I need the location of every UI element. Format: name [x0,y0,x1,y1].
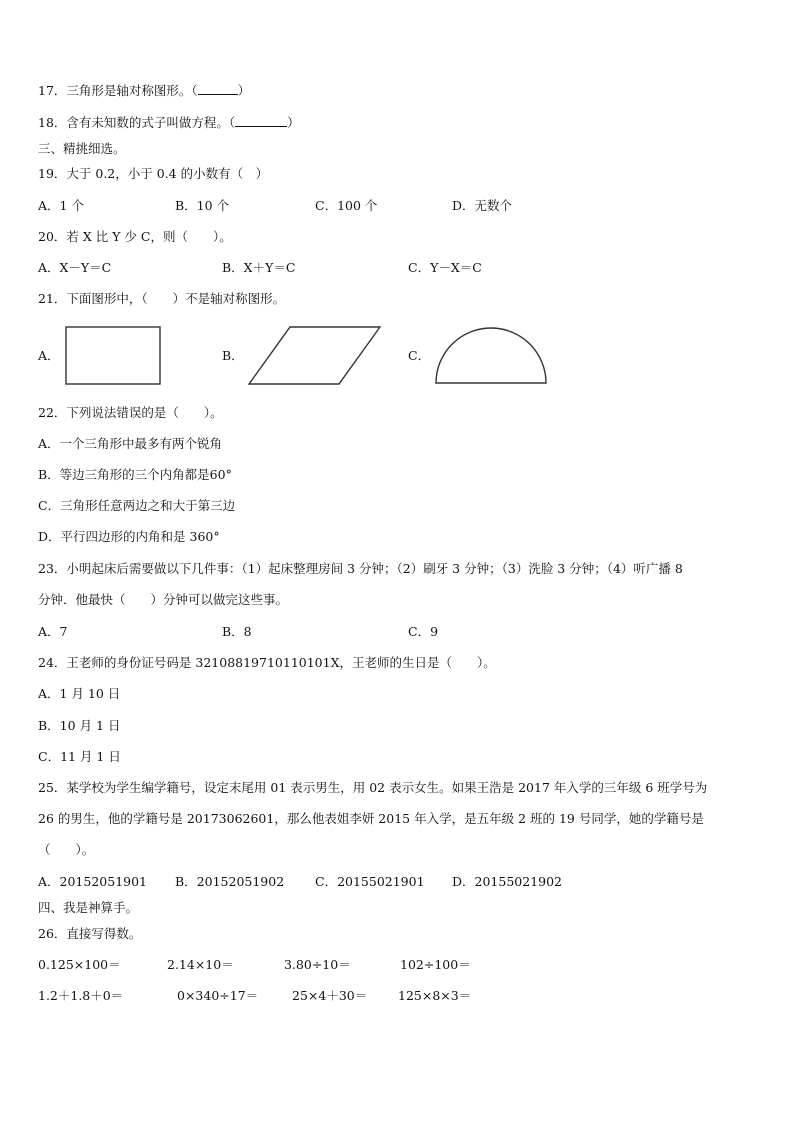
q19-option-d[interactable]: D．无数个 [452,198,513,213]
q21-option-c-label[interactable]: C． [408,348,431,363]
question-21-text: 21．下面图形中，（ ）不是轴对称图形。 [38,291,286,306]
question-25-line-2: 26 的男生，他的学籍号是 20173062601，那么他表姐李妍 2015 年入学，是五年级 2 班的 19 号同学，她的学籍号是 [38,811,704,826]
q20-option-a[interactable]: A．X－Y＝C [38,260,112,275]
question-24-text: 24．王老师的身份证号码是 32108819710110101X，王老师的生日是（ ）。 [38,655,496,670]
answer-blank[interactable] [198,83,238,95]
q21-option-a-label[interactable]: A． [38,348,60,363]
question-17 [38,83,250,99]
question-18-text: 18．含有未知数的式子叫做方程。（ [38,115,236,130]
calc-item: 102÷100＝ [400,957,471,972]
question-22-text: 22．下列说法错误的是（ ）。 [38,405,223,420]
q19-option-a[interactable]: A．1 个 [38,198,84,213]
calc-item: 125×8×3＝ [398,988,472,1003]
paren-close: ） [287,115,300,130]
q25-option-d[interactable]: D．20155021902 [452,874,563,889]
q22-option-a[interactable]: A．一个三角形中最多有两个锐角 [38,436,223,451]
question-23-line-2: 分钟．他最快（ ）分钟可以做完这些事。 [38,592,289,607]
q19-option-c[interactable]: C．100 个 [315,198,378,213]
q20-option-b[interactable]: B．X＋Y＝C [222,260,296,275]
semicircle-shape[interactable] [434,326,548,386]
question-17-text: 17．三角形是轴对称图形。（ [38,83,198,98]
section-3-heading: 三、精挑细选。 [38,141,126,156]
q23-option-c[interactable]: C．9 [408,624,439,639]
question-25-line-3: （ ）。 [38,842,95,857]
q24-option-b[interactable]: B．10 月 1 日 [38,718,121,733]
q24-option-c[interactable]: C．11 月 1 日 [38,749,121,764]
q22-option-d[interactable]: D．平行四边形的内角和是 360° [38,529,220,544]
q22-option-c[interactable]: C．三角形任意两边之和大于第三边 [38,498,236,513]
rectangle-shape[interactable] [64,325,162,387]
calc-item: 3.80÷10＝ [284,957,351,972]
q25-option-b[interactable]: B．20152051902 [175,874,285,889]
q19-option-b[interactable]: B．10 个 [175,198,230,213]
question-23-line-1: 23．小明起床后需要做以下几件事：（1）起床整理房间 3 分钟；（2）刷牙 3 分钟；（3）洗脸 3 分钟；（4）听广播 8 [38,561,683,576]
question-20-text: 20．若 X 比 Y 少 C，则（ ）。 [38,229,232,244]
question-18 [38,115,300,131]
paren-close: ） [237,83,251,98]
q23-option-b[interactable]: B．8 [222,624,252,639]
calc-item: 0.125×100＝ [38,957,121,972]
parallelogram-shape[interactable] [247,325,383,387]
calc-item: 25×4＋30＝ [292,988,368,1003]
q21-option-b-label[interactable]: B． [222,348,244,363]
q25-option-a[interactable]: A．20152051901 [38,874,148,889]
q20-option-c[interactable]: C．Y－X＝C [408,260,482,275]
question-25-line-1: 25．某学校为学生编学籍号，设定末尾用 01 表示男生，用 02 表示女生。如果王浩是 2017 年入学的三年级 6 班学号为 [38,780,708,795]
calc-item: 1.2＋1.8＋0＝ [38,988,124,1003]
calc-item: 0×340÷17＝ [177,988,259,1003]
section-4-heading: 四、我是神算手。 [38,900,139,915]
question-19-text: 19．大于 0.2，小于 0.4 的小数有（ ） [38,166,269,181]
answer-blank[interactable] [235,115,287,127]
question-26-text: 26．直接写得数。 [38,926,142,941]
calc-item: 2.14×10＝ [167,957,234,972]
q22-option-b[interactable]: B．等边三角形的三个内角都是60° [38,467,232,482]
q23-option-a[interactable]: A．7 [38,624,68,639]
q25-option-c[interactable]: C．20155021901 [315,874,425,889]
q24-option-a[interactable]: A．1 月 10 日 [38,686,121,701]
